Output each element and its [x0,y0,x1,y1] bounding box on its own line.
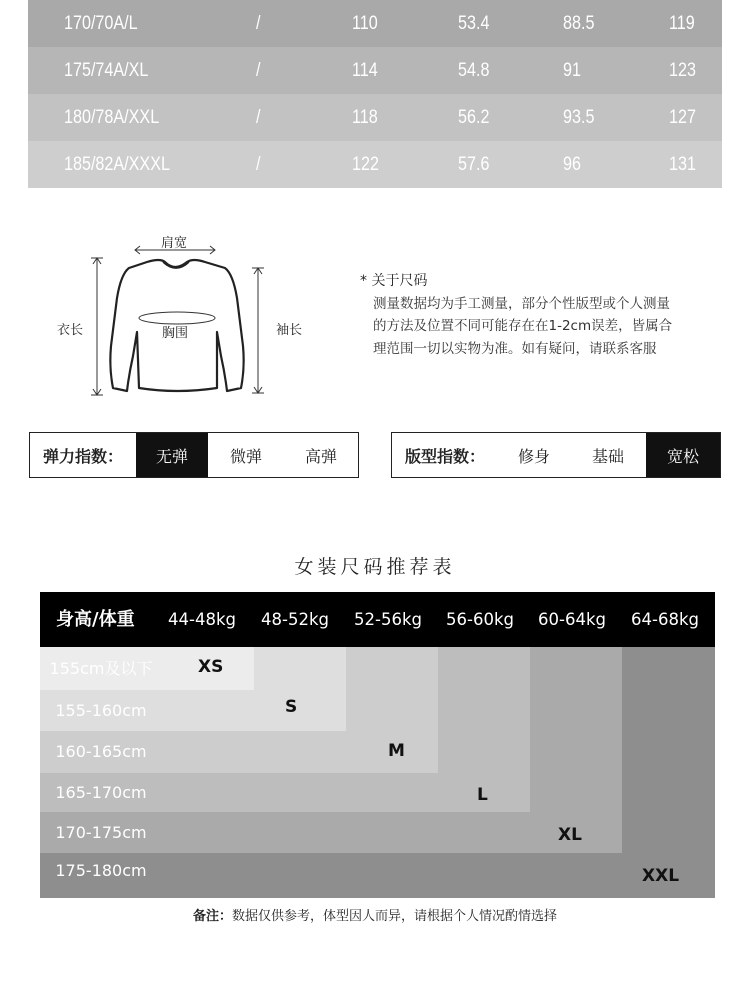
elasticity-option-slight: 微弹 [229,446,262,466]
size-cell: 91 [563,60,581,81]
size-cell: 118 [352,107,378,128]
women-chart-header [40,592,715,647]
size-cell: / [256,107,261,128]
size-row [28,0,722,47]
size-cell: / [256,154,261,175]
size-cell: 127 [669,107,696,128]
weight-header: 44-48kg [168,610,236,629]
size-cell: 57.6 [458,154,490,175]
shoulder-width-label: 肩宽 [161,236,188,251]
fit-index [391,432,721,478]
size-label-xxl: XXL [642,866,680,886]
elasticity-option-none: 无弹 [136,433,208,477]
size-row [28,94,722,141]
height-weight-corner: 身高/体重 [56,609,135,630]
size-cell: 119 [669,13,695,34]
size-row [28,47,722,94]
size-label-xl: XL [558,825,582,845]
fit-option-regular: 基础 [591,446,624,466]
height-row-label: 155-160cm [55,701,147,720]
height-row-label: 165-170cm [55,783,147,802]
remark-label: 备注： [192,909,232,924]
chest-label: 胸围 [162,326,189,341]
size-cell: 131 [669,154,696,175]
height-row-label: 160-165cm [55,742,147,761]
weight-header: 48-52kg [261,610,329,629]
fit-option-slim: 修身 [517,446,550,466]
women-size-chart [40,592,715,898]
weight-header: 52-56kg [354,610,422,629]
size-cell: 185/82A/XXXL [64,154,170,175]
fit-label: 版型指数： [404,446,485,466]
weight-header: 56-60kg [446,610,514,629]
weight-header: 64-68kg [631,610,699,629]
size-note-line: 理范围一切以实物为准。如有疑问，请联系客服 [373,340,657,357]
size-cell: 170/70A/L [64,13,138,34]
size-cell: 54.8 [458,60,490,81]
size-cell: 56.2 [458,107,490,128]
size-cell: 114 [352,60,378,81]
size-label-s: S [285,697,298,717]
size-row [28,141,722,188]
fit-option-loose: 宽松 [646,433,720,477]
sweater-outline-icon [55,228,315,403]
elasticity-index [29,432,359,478]
size-cell: / [256,13,261,34]
size-cell: 123 [669,60,696,81]
remark-text: 数据仅供参考，体型因人而异，请根据个人情况酌情选择 [232,909,558,924]
sleeve-length-label: 袖长 [276,323,303,338]
height-row-label: 170-175cm [55,823,147,842]
height-row-label: 155cm及以下 [49,659,153,678]
size-label-xs: XS [198,657,224,677]
size-label-m: M [388,741,405,761]
measurement-diagram [55,228,315,403]
weight-header: 60-64kg [538,610,606,629]
size-note-line: 测量数据均为手工测量，部分个性版型或个人测量 [373,295,670,312]
size-cell: 53.4 [458,13,490,34]
size-note-line: 的方法及位置不同可能存在在1-2cm误差，皆属合 [373,318,673,334]
size-label-l: L [477,785,488,805]
size-note [360,270,720,360]
women-chart-title: 女装尺码推荐表 [294,556,456,578]
size-note-title: * 关于尺码 [360,273,428,289]
size-cell: 180/78A/XXL [64,107,160,128]
size-cell: 175/74A/XL [64,60,149,81]
size-cell: 93.5 [563,107,595,128]
height-row-label: 175-180cm [55,861,147,880]
size-cell: 110 [352,13,378,34]
garment-length-label: 衣长 [57,323,84,338]
elasticity-option-high: 高弹 [304,446,337,466]
size-cell: 88.5 [563,13,595,34]
size-cell: 122 [352,154,379,175]
size-table [28,0,722,188]
women-chart-remark [0,905,750,924]
elasticity-label: 弹力指数： [42,446,123,466]
size-cell: / [256,60,261,81]
size-cell: 96 [563,154,581,175]
